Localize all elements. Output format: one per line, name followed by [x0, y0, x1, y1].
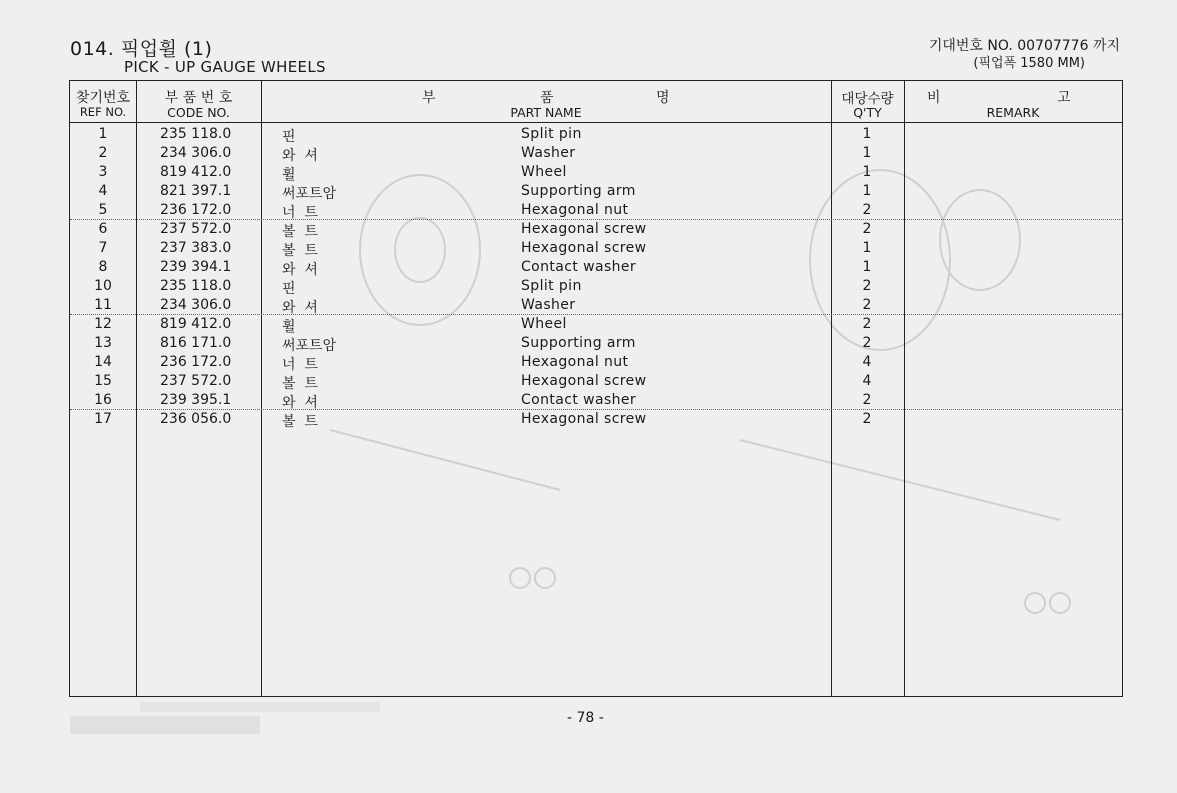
part-name-en: Split pin: [521, 278, 582, 294]
part-name-kr: 핀: [282, 129, 296, 145]
part-code: 236 172.0: [160, 202, 232, 218]
quantity: 2: [862, 335, 872, 351]
table-row: [70, 315, 1122, 334]
quantity: 1: [862, 126, 872, 142]
page-title: 014. 픽업휠 (1): [70, 38, 213, 60]
part-code: 237 572.0: [160, 221, 232, 237]
part-name-kr: 와 셔: [282, 300, 318, 316]
part-name-en: Split pin: [521, 126, 582, 142]
pickup-width: (픽업폭 1580 MM): [973, 56, 1085, 71]
serial-range: 기대번호 NO. 00707776 까지: [928, 38, 1120, 54]
quantity: 2: [862, 316, 872, 332]
part-name-kr: 볼 트: [282, 376, 318, 392]
part-name-en: Supporting arm: [521, 335, 636, 351]
quantity: 1: [862, 183, 872, 199]
table-row: [70, 201, 1122, 220]
part-name-kr: 휠: [282, 167, 296, 183]
part-name-en: Hexagonal nut: [521, 354, 629, 370]
part-name-en: Washer: [521, 297, 576, 313]
part-name-kr: 너 트: [282, 205, 318, 221]
part-name-kr: 써포트암: [282, 338, 337, 354]
ref-number: 13: [94, 335, 112, 351]
part-name-en: Hexagonal screw: [521, 240, 647, 256]
parts-table: [69, 80, 1123, 697]
part-name-kr: 휠: [282, 319, 296, 335]
qty-header-en: Q'TY: [853, 105, 882, 120]
table-row: [70, 220, 1122, 239]
ref-number: 3: [98, 164, 108, 180]
table-row: [70, 239, 1122, 258]
part-name-kr: 볼 트: [282, 224, 318, 240]
show-through-mirror-text: [70, 700, 390, 740]
part-name-kr: 와 셔: [282, 262, 318, 278]
ref-number: 1: [98, 126, 108, 142]
part-code: 821 397.1: [160, 183, 232, 199]
table-row: [70, 391, 1122, 410]
name-header-en: PART NAME: [510, 105, 582, 120]
quantity: 1: [862, 164, 872, 180]
ref-number: 8: [98, 259, 108, 275]
part-name-en: Supporting arm: [521, 183, 636, 199]
table-row: [70, 277, 1122, 296]
ref-number: 5: [98, 202, 108, 218]
part-name-en: Hexagonal screw: [521, 411, 647, 427]
ref-number: 11: [94, 297, 112, 313]
page-subtitle: PICK - UP GAUGE WHEELS: [124, 58, 326, 76]
quantity: 2: [862, 411, 872, 427]
quantity: 4: [862, 373, 872, 389]
table-row: [70, 182, 1122, 201]
name-header-kr-3: 명: [656, 90, 670, 106]
part-code: 819 412.0: [160, 164, 232, 180]
table-row: [70, 296, 1122, 315]
table-row: [70, 410, 1122, 429]
quantity: 2: [862, 202, 872, 218]
part-name-kr: 볼 트: [282, 414, 318, 430]
ref-header-en: REF NO.: [79, 105, 127, 119]
part-name-kr: 와 셔: [282, 148, 318, 164]
part-name-en: Hexagonal nut: [521, 202, 629, 218]
part-code: 235 118.0: [160, 278, 232, 294]
table-row: [70, 163, 1122, 182]
part-name-en: Contact washer: [521, 259, 637, 275]
remark-header-kr-2: 고: [1057, 90, 1071, 106]
qty-header-kr: 대당수량: [841, 91, 894, 107]
ref-header-kr: 찾기번호: [75, 90, 131, 106]
part-name-kr: 써포트암: [282, 186, 337, 202]
part-code: 816 171.0: [160, 335, 232, 351]
ref-number: 7: [98, 240, 108, 256]
table-row: [70, 353, 1122, 372]
table-row: [70, 144, 1122, 163]
part-name-en: Hexagonal screw: [521, 221, 647, 237]
quantity: 1: [862, 259, 872, 275]
ref-number: 17: [94, 411, 112, 427]
quantity: 2: [862, 297, 872, 313]
quantity: 1: [862, 240, 872, 256]
ref-number: 15: [94, 373, 112, 389]
part-name-en: Wheel: [521, 316, 567, 332]
part-name-en: Wheel: [521, 164, 567, 180]
ref-number: 12: [94, 316, 112, 332]
ref-number: 16: [94, 392, 112, 408]
code-header-en: CODE NO.: [167, 105, 230, 120]
ref-number: 4: [98, 183, 108, 199]
table-row: [70, 372, 1122, 391]
quantity: 2: [862, 278, 872, 294]
part-name-en: Contact washer: [521, 392, 637, 408]
part-code: 239 395.1: [160, 392, 232, 408]
ref-number: 14: [94, 354, 112, 370]
name-header-kr-1: 부: [422, 90, 436, 106]
part-code: 235 118.0: [160, 126, 232, 142]
table-row: [70, 258, 1122, 277]
remark-header-kr-1: 비: [927, 90, 941, 106]
ref-number: 2: [98, 145, 108, 161]
ref-number: 10: [94, 278, 112, 294]
quantity: 1: [862, 145, 872, 161]
part-code: 234 306.0: [160, 145, 232, 161]
page-number: - 78 -: [567, 710, 604, 726]
name-header-kr-2: 품: [540, 90, 554, 106]
part-name-kr: 핀: [282, 281, 296, 297]
ref-number: 6: [98, 221, 108, 237]
part-code: 234 306.0: [160, 297, 232, 313]
header-divider: [70, 122, 1122, 123]
table-row: [70, 125, 1122, 144]
remark-header-en: REMARK: [986, 105, 1040, 120]
parts-rows: [70, 125, 1122, 429]
code-header-kr: 부 품 번 호: [164, 90, 233, 106]
part-code: 237 572.0: [160, 373, 232, 389]
part-code: 237 383.0: [160, 240, 232, 256]
quantity: 2: [862, 392, 872, 408]
quantity: 2: [862, 221, 872, 237]
part-code: 819 412.0: [160, 316, 232, 332]
part-code: 236 172.0: [160, 354, 232, 370]
part-name-kr: 와 셔: [282, 395, 318, 411]
table-row: [70, 334, 1122, 353]
part-name-kr: 너 트: [282, 357, 318, 373]
part-code: 236 056.0: [160, 411, 232, 427]
part-code: 239 394.1: [160, 259, 232, 275]
part-name-kr: 볼 트: [282, 243, 318, 259]
part-name-en: Hexagonal screw: [521, 373, 647, 389]
part-name-en: Washer: [521, 145, 576, 161]
quantity: 4: [862, 354, 872, 370]
